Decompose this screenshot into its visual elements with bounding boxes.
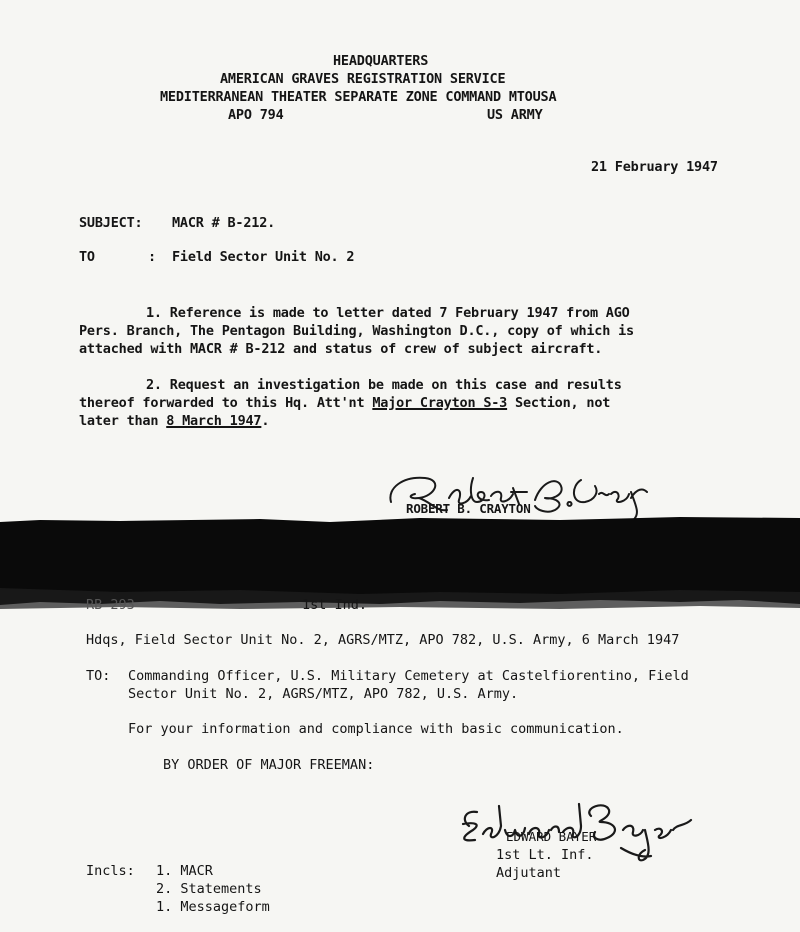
letterhead-line2: AMERICAN GRAVES REGISTRATION SERVICE [220,71,506,87]
paragraph-2-line-2-end: Section, not [507,395,611,411]
letterhead-line1: HEADQUARTERS [333,53,429,69]
subject-label: SUBJECT: [79,215,143,231]
letterhead-army: US ARMY [487,107,543,123]
paragraph-1-line-3: attached with MACR # B-212 and status of crew of subject aircraft. [79,341,603,357]
underlined-major-crayton: Major Crayton S-3 [372,395,508,411]
endorsement-header: Hdqs, Field Sector Unit No. 2, AGRS/MTZ, APO 782, U.S. Army, 6 March 1947 [86,632,680,648]
paragraph-2-line-1: 2. Request an investigation be made on this case and results [146,377,622,393]
typed-name-edward-bayer: EDWARD BAYER [506,829,597,844]
endorsement-to-line-1: Commanding Officer, U.S. Military Cemetery at Castelfiorentino, Field [128,668,689,684]
endorsement-to-label: TO: [86,668,111,684]
typed-name-robert-crayton: ROBERT B. CRAYTON [406,501,531,516]
paragraph-1-line-1: 1. Reference is made to letter dated 7 February 1947 from AGO [146,305,630,321]
inclosures-label: Incls: [86,863,135,879]
paragraph-2-line-2 [79,394,610,412]
inclosure-item: 1. MACR [156,863,213,879]
signer-rank: 1st Lt. Inf. [496,847,594,863]
paragraph-2-line-3-end: . [261,413,270,429]
file-reference: RB 293 [86,597,135,613]
first-indorsement: 1st Ind. [302,597,368,613]
by-order-line: BY ORDER OF MAJOR FREEMAN: [163,757,375,773]
letterhead-apo: APO 794 [228,107,284,123]
letterhead-line3: MEDITERRANEAN THEATER SEPARATE ZONE COMMAND MTOUSA [160,89,557,105]
endorsement-body: For your information and compliance with basic communication. [128,721,624,737]
to-value: Field Sector Unit No. 2 [172,249,355,265]
endorsement-to-line-2: Sector Unit No. 2, AGRS/MTZ, APO 782, U.S. Army. [128,686,519,702]
letter-date: 21 February 1947 [591,159,718,175]
to-label: TO [79,249,95,265]
paragraph-2-line-3-text: later than [79,413,167,429]
signer-title: Adjutant [496,865,562,881]
paragraph-1-line-2: Pers. Branch, The Pentagon Building, Washington D.C., copy of which is [79,323,634,339]
to-separator: : [148,249,156,265]
inclosure-item: 2. Statements [156,881,262,897]
subject-value: MACR # B-212. [172,215,276,231]
inclosure-item: 1. Messageform [156,899,270,915]
underlined-deadline: 8 March 1947 [166,413,262,429]
paragraph-2-line-3 [79,412,269,430]
paragraph-2-line-2-text: thereof forwarded to this Hq. Att'nt [79,395,373,411]
